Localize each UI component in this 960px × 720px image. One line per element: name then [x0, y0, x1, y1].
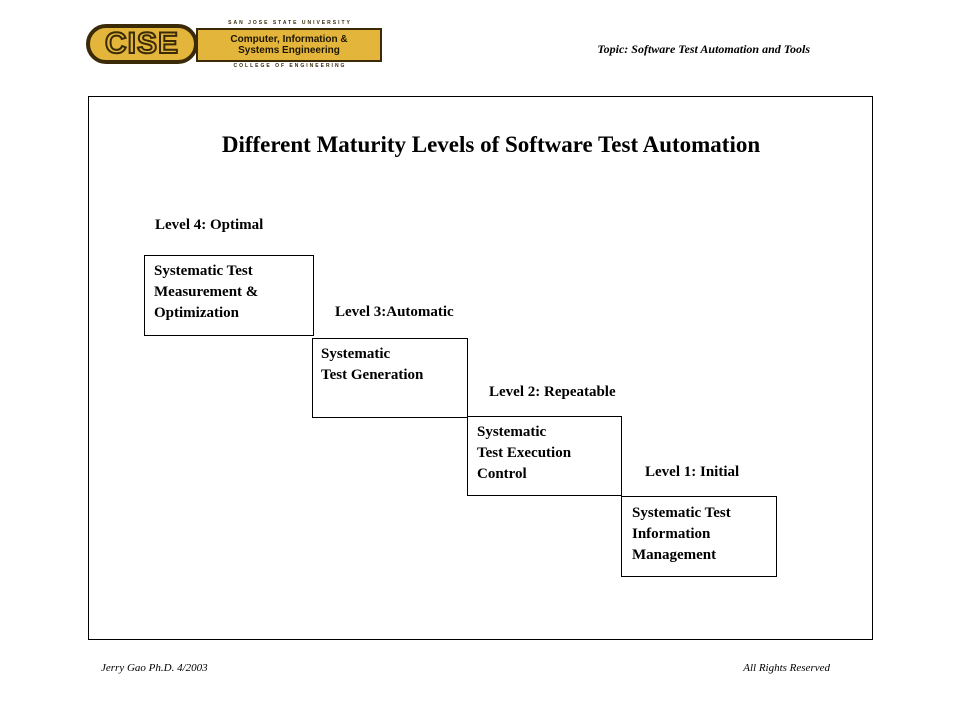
level-4-label: Level 4: Optimal — [155, 217, 264, 233]
logo-college: COLLEGE OF ENGINEERING — [233, 63, 347, 69]
logo-university: SAN JOSE STATE UNIVERSITY — [228, 20, 352, 26]
level-1-box — [621, 496, 777, 577]
level-4-box-text: Systematic Test Measurement & Optimization — [154, 263, 259, 321]
cise-logo — [86, 20, 382, 68]
logo-banner — [196, 28, 382, 62]
level-2-box — [467, 416, 622, 496]
footer-author: Jerry Gao Ph.D. 4/2003 — [101, 662, 208, 674]
level-2-label: Level 2: Repeatable — [489, 384, 616, 400]
level-2-box-text: Systematic Test Execution Control — [477, 424, 572, 482]
logo-acronym: CISE — [86, 24, 198, 64]
level-3-box-text: Systematic Test Generation — [321, 346, 424, 383]
level-4-box — [144, 255, 314, 336]
level-3-box — [312, 338, 468, 418]
topic-text: Topic: Software Test Automation and Tools — [597, 42, 810, 56]
level-1-box-text: Systematic Test Information Management — [632, 505, 731, 563]
slide-title: Different Maturity Levels of Software Test Automation — [221, 132, 761, 157]
level-3-label: Level 3:Automatic — [335, 304, 454, 320]
level-1-label: Level 1: Initial — [645, 464, 740, 480]
logo-line1: Computer, Information & — [230, 34, 348, 45]
footer-rights: All Rights Reserved — [743, 662, 830, 674]
logo-line2: Systems Engineering — [238, 45, 340, 56]
